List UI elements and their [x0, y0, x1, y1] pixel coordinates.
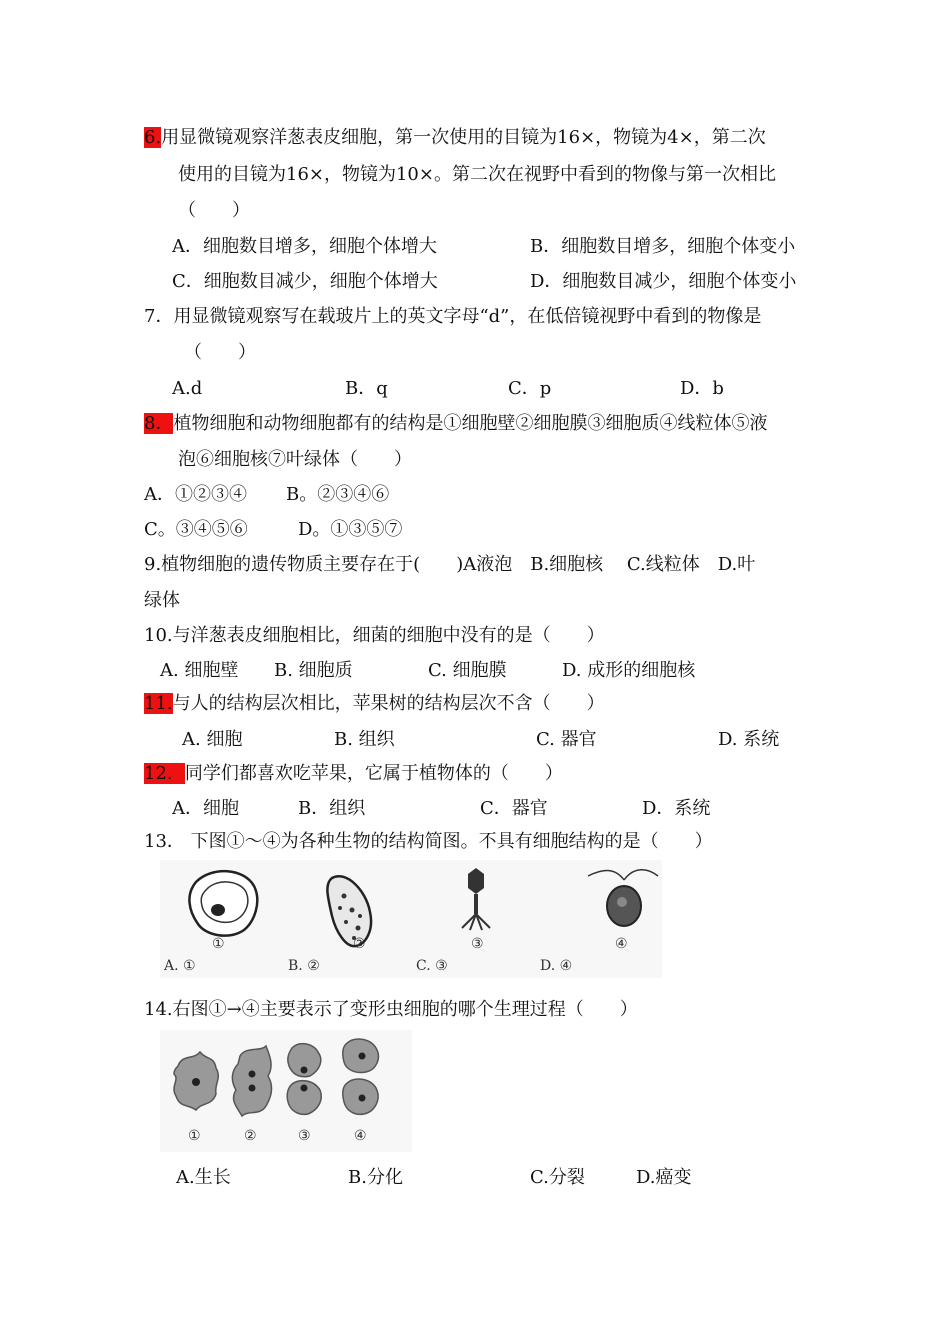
- question-14-option-d: D.癌变: [636, 1167, 692, 1188]
- question-10-option-c: C. 细胞膜: [428, 660, 507, 681]
- amoeba-stage-4: [343, 1039, 379, 1114]
- amoeba-stage-2: [232, 1046, 271, 1116]
- question-10-option-b: B. 细胞质: [274, 660, 353, 681]
- question-8-number: 8．: [144, 413, 174, 434]
- animal-cell-drawing: [189, 871, 257, 936]
- question-8-line-1: 8．植物细胞和动物细胞都有的结构是①细胞壁②细胞膜③细胞质④线粒体⑤液: [144, 413, 768, 434]
- question-6-option-b: B．细胞数目增多，细胞个体变小: [530, 236, 796, 257]
- question-7-option-c: C．p: [508, 378, 552, 399]
- amoeba-stage-3: [287, 1044, 321, 1115]
- question-8-option-d: D。①③⑤⑦: [298, 519, 403, 540]
- question-9-line-1: 9.植物细胞的遗传物质主要存在于( )A液泡 B.细胞核 C.线粒体 D.叶: [144, 554, 756, 575]
- question-7-option-b: B．q: [345, 378, 388, 399]
- question-6-line-1: 6.用显微镜观察洋葱表皮细胞，第一次使用的目镜为16×，物镜为4×，第二次: [144, 127, 766, 148]
- question-11-option-d: D. 系统: [718, 729, 780, 750]
- question-6-option-a: A．细胞数目增多，细胞个体增大: [172, 236, 437, 257]
- question-6-option-c: C．细胞数目减少，细胞个体增大: [172, 271, 438, 292]
- figure-13-mark-4: ④: [615, 936, 628, 952]
- figure-14-mark-4: ④: [354, 1128, 367, 1144]
- question-11-number: 11.: [144, 693, 173, 714]
- figure-14-mark-2: ②: [244, 1128, 257, 1144]
- question-12-number: 12．: [144, 763, 185, 784]
- question-10-option-d: D. 成形的细胞核: [562, 660, 696, 681]
- flagellate-drawing: [588, 870, 658, 926]
- question-10-line-1: 10.与洋葱表皮细胞相比，细菌的细胞中没有的是（ ）: [144, 625, 605, 646]
- question-7-line-1: 7．用显微镜观察写在载玻片上的英文字母“d”，在低倍镜视野中看到的物像是: [144, 306, 762, 327]
- question-12-option-a: A．细胞: [172, 798, 239, 819]
- figure-13-mark-3: ③: [471, 936, 484, 952]
- figure-13-mark-1: ①: [212, 936, 225, 952]
- question-7-option-d: D．b: [680, 378, 724, 399]
- amoeba-stage-1: [174, 1052, 218, 1110]
- question-12-option-c: C．器官: [480, 798, 548, 819]
- question-11-option-a: A. 细胞: [182, 729, 243, 750]
- question-11-line-1: 11.与人的结构层次相比，苹果树的结构层次不含（ ）: [144, 693, 605, 714]
- question-8-option-a: A．①②③④: [144, 484, 247, 505]
- question-11-option-c: C. 器官: [536, 729, 597, 750]
- question-7-option-a: A.d: [172, 378, 203, 399]
- question-8-option-c: C。③④⑤⑥: [144, 519, 248, 540]
- question-12-line-1: 12．同学们都喜欢吃苹果，它属于植物体的（ ）: [144, 763, 563, 784]
- question-14-option-b: B.分化: [348, 1167, 403, 1188]
- organism-diagrams: [160, 860, 662, 978]
- question-13-figure: [160, 860, 662, 978]
- question-6-option-d: D．细胞数目减少，细胞个体变小: [530, 271, 797, 292]
- figure-13-option-c: C. ③: [416, 958, 448, 974]
- figure-13-mark-2: ②: [353, 936, 366, 952]
- figure-13-option-d: D. ④: [540, 958, 573, 974]
- question-6-line-3: （ ）: [178, 200, 250, 221]
- figure-14-mark-1: ①: [188, 1128, 201, 1144]
- figure-13-option-b: B. ②: [288, 958, 320, 974]
- question-6-line-2: 使用的目镜为16×，物镜为10×。第二次在视野中看到的物像与第一次相比: [178, 164, 776, 185]
- question-6-number: 6.: [144, 127, 162, 148]
- question-7-line-2: （ ）: [184, 342, 256, 363]
- question-14-line-1: 14.右图①→④主要表示了变形虫细胞的哪个生理过程（ ）: [144, 999, 638, 1020]
- question-12-option-d: D．系统: [642, 798, 711, 819]
- question-12-option-b: B．组织: [298, 798, 366, 819]
- question-14-figure: [160, 1030, 412, 1152]
- question-14-option-a: A.生长: [176, 1167, 231, 1188]
- question-11-option-b: B. 组织: [334, 729, 395, 750]
- question-9-line-2: 绿体: [144, 590, 180, 611]
- question-10-option-a: A. 细胞壁: [160, 660, 239, 681]
- question-8-line-2: 泡⑥细胞核⑦叶绿体（ ）: [178, 449, 412, 470]
- virus-drawing: [462, 868, 490, 930]
- question-8-option-b: B。②③④⑥: [286, 484, 390, 505]
- figure-13-option-a: A. ①: [164, 958, 196, 974]
- question-13-line-1: 13． 下图①～④为各种生物的结构简图。不具有细胞结构的是（ ）: [144, 831, 713, 852]
- question-14-option-c: C.分裂: [530, 1167, 585, 1188]
- figure-14-mark-3: ③: [298, 1128, 311, 1144]
